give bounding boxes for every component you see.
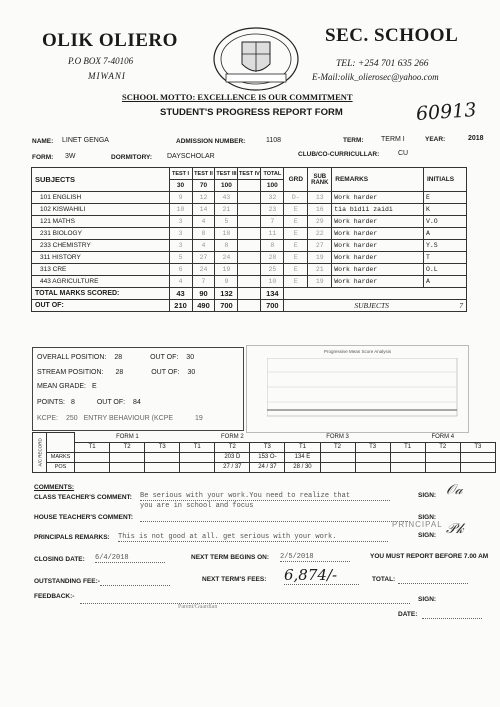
form1-header: FORM 1	[116, 434, 139, 440]
sub-rank: 16	[308, 204, 332, 216]
f2-t3-pos: 24 / 37	[250, 462, 285, 472]
club-label: CLUB/CO-CURRICULLAR:	[298, 151, 380, 158]
name-label: NAME:	[32, 138, 54, 145]
kcpe-row	[37, 415, 203, 422]
sub-rank: 21	[308, 264, 332, 276]
remark: Work harder	[332, 228, 424, 240]
total-marks-label: TOTAL MARKS SCORED:	[32, 288, 170, 300]
handwritten-number: 60913	[415, 98, 478, 126]
test3-score: 19	[215, 264, 238, 276]
subject-name: 102 KISWAHILI	[32, 204, 170, 216]
town: MIWANI	[88, 71, 126, 81]
kcpe-label: KCPE:	[37, 415, 59, 422]
overall-value: 28	[114, 354, 123, 361]
kcpe-value: 250	[65, 415, 78, 422]
f3-t1-marks: 134 E	[285, 452, 320, 462]
house-comment-line	[140, 520, 410, 522]
f1-t2: T2	[110, 442, 145, 452]
test3-score: 43	[215, 192, 238, 204]
teacher-initials: T	[423, 252, 466, 264]
overall-outof-label: OUT OF:	[150, 354, 179, 361]
f1-t1-marks	[75, 452, 110, 462]
subject-name: 313 CRE	[32, 264, 170, 276]
sub-rank: 19	[308, 276, 332, 288]
house-teacher-label: HOUSE TEACHER'S COMMENT:	[34, 514, 134, 521]
f1-t1-pos	[75, 462, 110, 472]
overall-outof: 30	[186, 354, 195, 361]
f3-t1: T1	[285, 442, 320, 452]
form4-header: FORM 4	[431, 434, 455, 440]
subject-row	[32, 240, 467, 252]
grade: E	[284, 228, 308, 240]
subject-name: 233 CHEMISTRY	[32, 240, 170, 252]
entry-value: 19	[195, 415, 203, 422]
f4-t1-marks	[390, 452, 425, 462]
out-total: 700	[261, 300, 284, 312]
f2-t2-marks: 203 D	[215, 452, 250, 462]
graph-plot-area	[267, 358, 459, 420]
grade: E	[284, 240, 308, 252]
test3-score: 18	[215, 228, 238, 240]
points-outof: 84	[133, 399, 141, 406]
test1-score: 4	[169, 276, 192, 288]
teacher-initials: V.O	[423, 216, 466, 228]
test4-score	[238, 252, 261, 264]
test3-score: 21	[215, 204, 238, 216]
report-time-note: YOU MUST REPORT BEFORE 7.00 AM	[370, 553, 489, 560]
test3-score: 8	[215, 240, 238, 252]
f3-t1-pos: 28 / 30	[285, 462, 320, 472]
outstanding-fee-label: OUTSTANDING FEE:-	[34, 578, 100, 585]
subject-row	[32, 192, 467, 204]
total-score: 10	[261, 276, 284, 288]
marks-row-label: MARKS	[47, 452, 75, 462]
remark: Work harder	[332, 216, 424, 228]
grade: E	[284, 252, 308, 264]
student-name: LINET GENGA	[62, 137, 109, 144]
test1-outof: 30	[169, 180, 192, 192]
test1-score: 3	[169, 240, 192, 252]
test4-header: TEST IV	[238, 168, 261, 180]
test1-score: 3	[169, 216, 192, 228]
grade: E	[284, 264, 308, 276]
grade-header: GRD	[284, 168, 308, 192]
subjects-count: 7	[459, 301, 463, 310]
test2-score: 24	[192, 264, 215, 276]
test4-score	[238, 216, 261, 228]
f4-t3-pos	[460, 462, 495, 472]
subject-name: 231 BIOLOGY	[32, 228, 170, 240]
subject-name: 311 HISTORY	[32, 252, 170, 264]
stream-position-row	[37, 369, 195, 376]
total-fee-label: TOTAL:	[372, 576, 396, 583]
initials-header: INITIALS	[423, 168, 466, 192]
subjects-count-label: SUBJECTS	[354, 301, 389, 310]
form-title: STUDENT'S PROGRESS REPORT FORM	[160, 107, 343, 118]
f3-t3-marks	[355, 452, 390, 462]
f2-t3: T3	[250, 442, 285, 452]
test1-header: TEST I	[169, 168, 192, 180]
feedback-line	[80, 602, 410, 604]
teacher-initials: E	[423, 192, 466, 204]
grade: D-	[284, 192, 308, 204]
f2-t3-marks: 153 O-	[250, 452, 285, 462]
school-crest-icon	[212, 24, 300, 94]
test2-score: 14	[192, 204, 215, 216]
grade: E	[284, 204, 308, 216]
remark: Work harder	[332, 240, 424, 252]
test1-score: 10	[169, 204, 192, 216]
pos-row-label: POS	[47, 462, 75, 472]
outstanding-fee-line	[100, 584, 170, 586]
entry-label: ENTRY BEHAVIOUR (KCPE	[83, 415, 174, 422]
total-score: 11	[261, 228, 284, 240]
sub-rank: 29	[308, 216, 332, 228]
mean-grade-row	[37, 383, 97, 390]
teacher-initials: O.L	[423, 264, 466, 276]
points-label: POINTS:	[37, 399, 66, 406]
school-name-right: SEC. SCHOOL	[325, 25, 459, 46]
subject-row	[32, 228, 467, 240]
principal-signature: 𝒫𝓀	[446, 521, 464, 537]
mean-label: MEAN GRADE:	[37, 383, 87, 390]
f1-t2-pos	[110, 462, 145, 472]
total-t3: 132	[215, 288, 238, 300]
graph-title: Progressive Mean Score Analysis	[323, 349, 392, 354]
f1-t3-marks	[145, 452, 180, 462]
year-label: YEAR:	[425, 136, 446, 143]
subject-row	[32, 204, 467, 216]
next-fees-label: NEXT TERM'S FEES:	[202, 576, 267, 583]
total-score: 28	[261, 252, 284, 264]
out-t4	[238, 300, 261, 312]
sub-rank: 19	[308, 252, 332, 264]
telephone: TEL: +254 701 635 266	[336, 59, 429, 69]
f3-t2: T2	[320, 442, 355, 452]
next-term-begins-label: NEXT TERM BEGINS ON:	[191, 554, 270, 561]
f4-t2-pos	[425, 462, 460, 472]
total-outof: 100	[261, 180, 284, 192]
test4-score	[238, 228, 261, 240]
subject-name: 101 ENGLISH	[32, 192, 170, 204]
grade: E	[284, 276, 308, 288]
overall-position-row	[37, 354, 194, 361]
parent-guardian-label: Parent/Guardian	[178, 604, 218, 610]
test4-score	[238, 276, 261, 288]
subjects-count-cell	[284, 300, 467, 312]
comments-heading: COMMENTS:	[34, 484, 75, 491]
stream-label: STREAM POSITION:	[37, 369, 104, 376]
out-t1: 210	[169, 300, 192, 312]
f3-t3: T3	[355, 442, 390, 452]
form-history-table	[32, 432, 496, 473]
dorm-value: DAYSCHOLAR	[167, 153, 215, 160]
f3-t3-pos	[355, 462, 390, 472]
stream-outof: 30	[187, 369, 196, 376]
date-line	[422, 617, 482, 619]
total-t4	[238, 288, 261, 300]
form3-header: FORM 3	[326, 434, 349, 440]
f4-t1: T1	[390, 442, 425, 452]
class-signature: 𝒪𝒶	[446, 482, 463, 498]
teacher-initials: Y.S	[423, 240, 466, 252]
remark: Work harder	[332, 252, 424, 264]
principal-stamp: PRINCIPAL	[392, 520, 443, 529]
dorm-label: DORMITORY:	[111, 154, 153, 161]
sub-rank: 22	[308, 228, 332, 240]
stream-value: 28	[115, 369, 124, 376]
class-teacher-comment-1: Be serious with your work.You need to realize that	[140, 492, 390, 501]
feedback-sign-label: SIGN:	[418, 596, 437, 603]
adm-label: ADMISSION NUMBER:	[176, 138, 246, 145]
total-score: 32	[261, 192, 284, 204]
remarks-header: REMARKS	[332, 168, 424, 192]
closing-date: 6/4/2018	[95, 554, 165, 563]
school-motto: SCHOOL MOTTO: EXCELLENCE IS OUR COMMITMENT	[122, 92, 353, 102]
total-score: 23	[261, 204, 284, 216]
total-score: 25	[261, 264, 284, 276]
class-teacher-label: CLASS TEACHER'S COMMENT:	[34, 494, 132, 501]
term-value: TERM I	[381, 136, 405, 143]
form-label: FORM:	[32, 154, 54, 161]
test1-score: 3	[169, 228, 192, 240]
test3-score: 24	[215, 252, 238, 264]
form2-header: FORM 2	[221, 434, 244, 440]
test3-outof: 100	[215, 180, 238, 192]
principal-remark: This is not good at all. get serious with your work.	[118, 533, 388, 542]
f3-t2-marks	[320, 452, 355, 462]
f3-t2-pos	[320, 462, 355, 472]
ac-record-label: A/C RECORD	[33, 433, 47, 473]
teacher-initials: A	[423, 228, 466, 240]
f1-t2-marks	[110, 452, 145, 462]
subject-row	[32, 252, 467, 264]
remark: Work harder	[332, 192, 424, 204]
closing-date-label: CLOSING DATE:	[34, 556, 85, 563]
test2-score: 4	[192, 216, 215, 228]
test2-score: 12	[192, 192, 215, 204]
adm-number: 1108	[266, 137, 282, 144]
principal-sign-label: SIGN:	[418, 532, 437, 539]
year-value: 2018	[468, 135, 484, 142]
remark: Work harder	[332, 276, 424, 288]
test3-score: 9	[215, 276, 238, 288]
test4-score	[238, 240, 261, 252]
feedback-label: FEEDBACK:-	[34, 593, 75, 600]
out-t2: 490	[192, 300, 215, 312]
test2-outof: 70	[192, 180, 215, 192]
grade: E	[284, 216, 308, 228]
test2-header: TEST II	[192, 168, 215, 180]
principal-label: PRINCIPALS REMARKS:	[34, 534, 110, 541]
test1-score: 6	[169, 264, 192, 276]
test4-outof	[238, 180, 261, 192]
f2-t1-pos	[180, 462, 215, 472]
subject-row	[32, 264, 467, 276]
remark: tia bidii zaidi	[332, 204, 424, 216]
progress-graph	[246, 345, 469, 433]
test2-score: 7	[192, 276, 215, 288]
po-box: P.O BOX 7-40106	[68, 56, 134, 66]
test3-header: TEST III	[215, 168, 238, 180]
f4-t2-marks	[425, 452, 460, 462]
next-term-begins: 2/5/2018	[280, 553, 350, 562]
test2-score: 4	[192, 240, 215, 252]
club-value: CU	[398, 150, 409, 157]
f1-t1: T1	[75, 442, 110, 452]
points-value: 8	[70, 399, 75, 406]
subjects-table	[31, 167, 467, 312]
subject-row	[32, 276, 467, 288]
f1-t3-pos	[145, 462, 180, 472]
f1-t3: T3	[145, 442, 180, 452]
f4-t3-marks	[460, 452, 495, 462]
summary-box	[32, 347, 244, 431]
test3-score: 5	[215, 216, 238, 228]
stream-outof-label: OUT OF:	[151, 369, 180, 376]
subject-name: 121 MATHS	[32, 216, 170, 228]
remark: Work harder	[332, 264, 424, 276]
teacher-initials: K	[423, 204, 466, 216]
form-value: 3W	[65, 153, 76, 160]
date-label: DATE:	[398, 611, 418, 618]
subject-name: 443 AGRICULTURE	[32, 276, 170, 288]
out-of-label: OUT OF:	[32, 300, 170, 312]
school-name-left: OLIK OLIERO	[42, 30, 178, 51]
total-score: 7	[261, 216, 284, 228]
points-outof-label: OUT OF:	[96, 399, 126, 406]
test4-score	[238, 192, 261, 204]
teacher-initials: A	[423, 276, 466, 288]
f2-t2: T2	[215, 442, 250, 452]
total-fee-line	[398, 582, 468, 584]
test1-score: 9	[169, 192, 192, 204]
f4-t1-pos	[390, 462, 425, 472]
sub-rank: 27	[308, 240, 332, 252]
sub-rank: 13	[308, 192, 332, 204]
f2-t2-pos: 27 / 37	[215, 462, 250, 472]
subject-row	[32, 216, 467, 228]
test4-score	[238, 204, 261, 216]
total-t1: 43	[169, 288, 192, 300]
form-blank	[47, 433, 75, 453]
subjects-header: SUBJECTS	[32, 168, 170, 192]
mean-value: E	[91, 383, 97, 390]
test4-score	[238, 264, 261, 276]
total-total: 134	[261, 288, 284, 300]
total-score: 8	[261, 240, 284, 252]
total-header: TOTAL	[261, 168, 284, 180]
f4-t3: T3	[460, 442, 495, 452]
class-sign-label: SIGN:	[418, 492, 437, 499]
term-label: TERM:	[343, 137, 364, 144]
f2-t1-marks	[180, 452, 215, 462]
test1-score: 5	[169, 252, 192, 264]
next-fees-value: 6,874/-	[284, 566, 359, 585]
house-sign-label: SIGN:	[418, 514, 437, 521]
sub-rank-header: SUB RANK	[308, 168, 332, 192]
email: E-Mail:olik_olierosec@yahoo.com	[312, 72, 439, 82]
points-row	[37, 399, 141, 406]
test2-score: 8	[192, 228, 215, 240]
out-t3: 700	[215, 300, 238, 312]
overall-label: OVERALL POSITION:	[37, 354, 107, 361]
class-teacher-comment-2: you are in school and focus	[140, 502, 254, 510]
test2-score: 27	[192, 252, 215, 264]
total-t2: 90	[192, 288, 215, 300]
total-blank	[284, 288, 467, 300]
f2-t1: T1	[180, 442, 215, 452]
f4-t2: T2	[425, 442, 460, 452]
